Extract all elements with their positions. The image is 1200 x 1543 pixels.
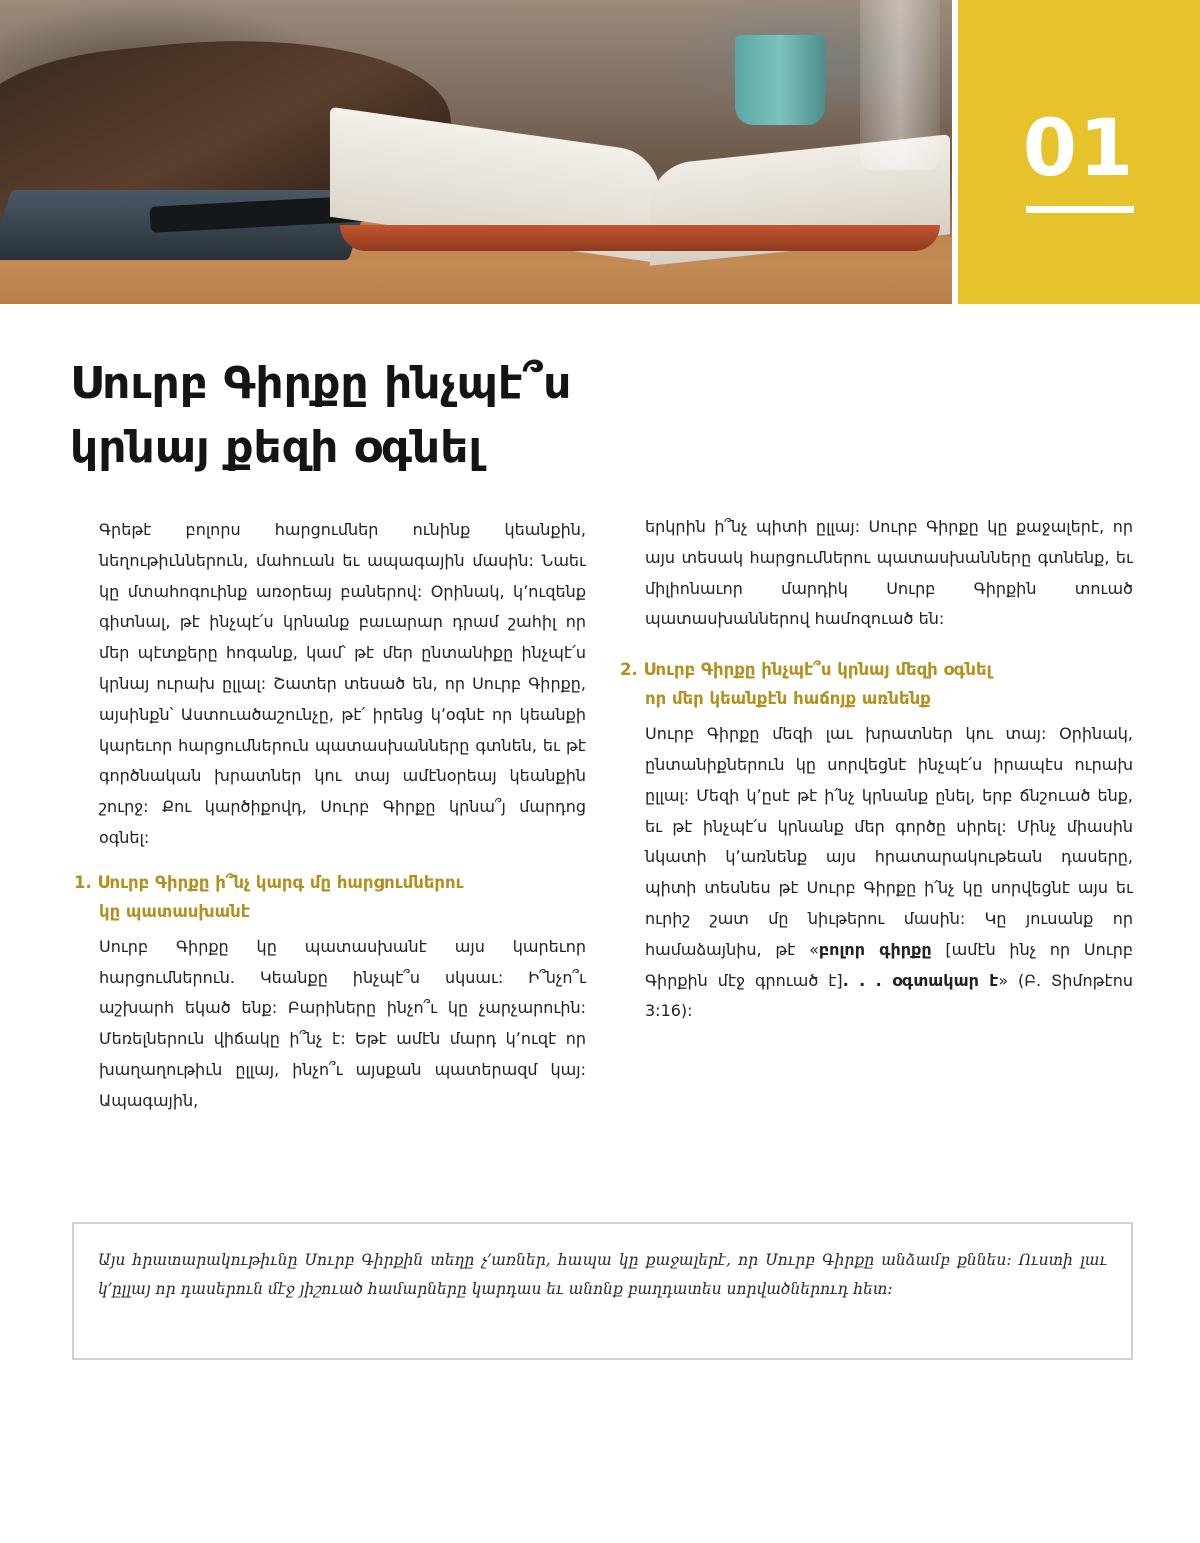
section-1-paragraph: Սուրբ Գիրքը կը պատասխանէ այս կարեւոր հարցումներուն. Կեանքը ինչպէ՞ս սկսաւ: Ի՞նչո՞ւ աշխարհ եկած ենք: Բարիները ինչո՞ւ կը չարչարուին: Մեռելներուն վիճակը ի՞նչ է: Եթէ ամէն մարդ կ՚ուզէ որ խաղաղութիւն ըլլայ, ինչո՞ւ այսքան պատերազմ կայ: Ապագային, — [99, 936, 586, 1110]
glass — [860, 0, 940, 170]
intro-paragraph: Գրեթէ բոլորս հարցումներ ունինք կեանքին, նեղութիւններուն, մահուան եւ ապագային մասին: Նաեւ կը մտահոգուինք առօրեայ բաներով: Օրինակ, կ՚ուզենք գիտնալ, թէ ինչպէ՛ս կրնանք բաւարար դրամ շահիլ որ մեր պէտքերը հոգանք, կամ՝ թէ մեր ընտանիքը ինչպէ՛ս կրնայ ուրախ ըլլալ: Շատեր տեսած են, որ Սուրբ Գիրքը, այսինքն՝ Աստուածաշունչը, թէ՛ իրենց կ՚օգնէ որ կեանքի կարեւոր հարցումներուն պատասխանները գտնեն, եւ թէ գործնական խրատներ կու տայ ամէնօրեայ կեանքին շուրջ: Քու կարծիքովդ, Սուրբ Գիրքը կրնա՞յ մարդոց օգնել: — [99, 520, 586, 847]
quote-bold-1: բոլոր գիրքը — [818, 939, 932, 959]
chapter-badge — [958, 0, 1200, 304]
right-column — [620, 512, 1134, 1027]
chapter-underline — [1026, 206, 1134, 213]
quote-reference: » (Բ. Տիմոթէոս 3:16): — [645, 970, 1134, 1021]
section-2-paragraph — [645, 719, 1133, 1027]
section-2-heading — [620, 655, 1133, 713]
quote-bracket: [ամէն ինչ որ Սուրբ Գիրքին մէջ գրուած է] — [645, 939, 1133, 990]
note-text: Այս հրատարակութիւնը Սուրբ Գիրքին տեղը չ՚առներ, հապա կը քաջալերէ, որ Սուրբ Գիրքը անձամբ քննես: Ուստի լաւ կ՚ըլլայ որ դասերուն մէջ յիշուած համարները կարդաս եւ անոնք բաղդատես սորվածներուդ հետ: — [98, 1251, 1107, 1298]
section-2-heading-line-1: 2. Սուրբ Գիրքը ինչպէ՞ս կրնայ մեզի օգնել — [620, 660, 992, 680]
section-2-text: Սուրբ Գիրքը մեզի լաւ խրատներ կու տայ: Օրինակ, ընտանիքներուն կը սորվեցնէ ինչպէ՛ս իրապէս ուրախ ըլլալ: Մեզի կ՚ըսէ թէ ի՛նչ կրնանք ընել, երբ ճնշուած ենք, եւ թէ ինչպէ՛ս կրնանք մեր գործը սիրել: Մինչ միասին նկատի կ՚առնենք այս հրատարակութեան դասերը, պիտի տեսնես թէ Սուրբ Գիրքը ի՛նչ կը սորվեցնէ այս եւ ուրիշ շատ մը նիւթերու մասին: Կը յուսանք որ համաձայնիս, թէ « — [645, 724, 1133, 959]
book-page-edges — [340, 225, 940, 251]
open-book — [330, 130, 950, 260]
section-1-heading — [74, 868, 586, 926]
quote-bold-2: . . . օգտակար է — [842, 970, 999, 990]
title-line-1: Սուրբ Գիրքը ինչպէ՞ս — [70, 358, 572, 409]
mug — [735, 35, 825, 125]
section-2-heading-line-2: որ մեր կեանքէն հաճոյք առնենք — [645, 689, 931, 709]
hero-image — [0, 0, 952, 304]
page-title — [70, 352, 770, 480]
chapter-number: 01 — [1022, 104, 1136, 194]
left-column — [74, 515, 586, 1117]
note-box — [72, 1222, 1133, 1360]
section-1-heading-line-2: կը պատասխանէ — [99, 901, 251, 921]
section-1-heading-line-1: 1. Սուրբ Գիրքը ի՞նչ կարգ մը հարցումներու — [74, 872, 464, 892]
continuation-paragraph: երկրին ի՞նչ պիտի ըլլայ: Սուրբ Գիրքը կը քաջալերէ, որ այս տեսակ հարցումներու պատասխանները գտնենք, եւ միլիոնաւոր մարդիկ Սուրբ Գիրքին տուած պատասխաններով համոզուած են: — [645, 517, 1133, 629]
title-line-2: կրնայ քեզի օգնել — [70, 422, 483, 473]
